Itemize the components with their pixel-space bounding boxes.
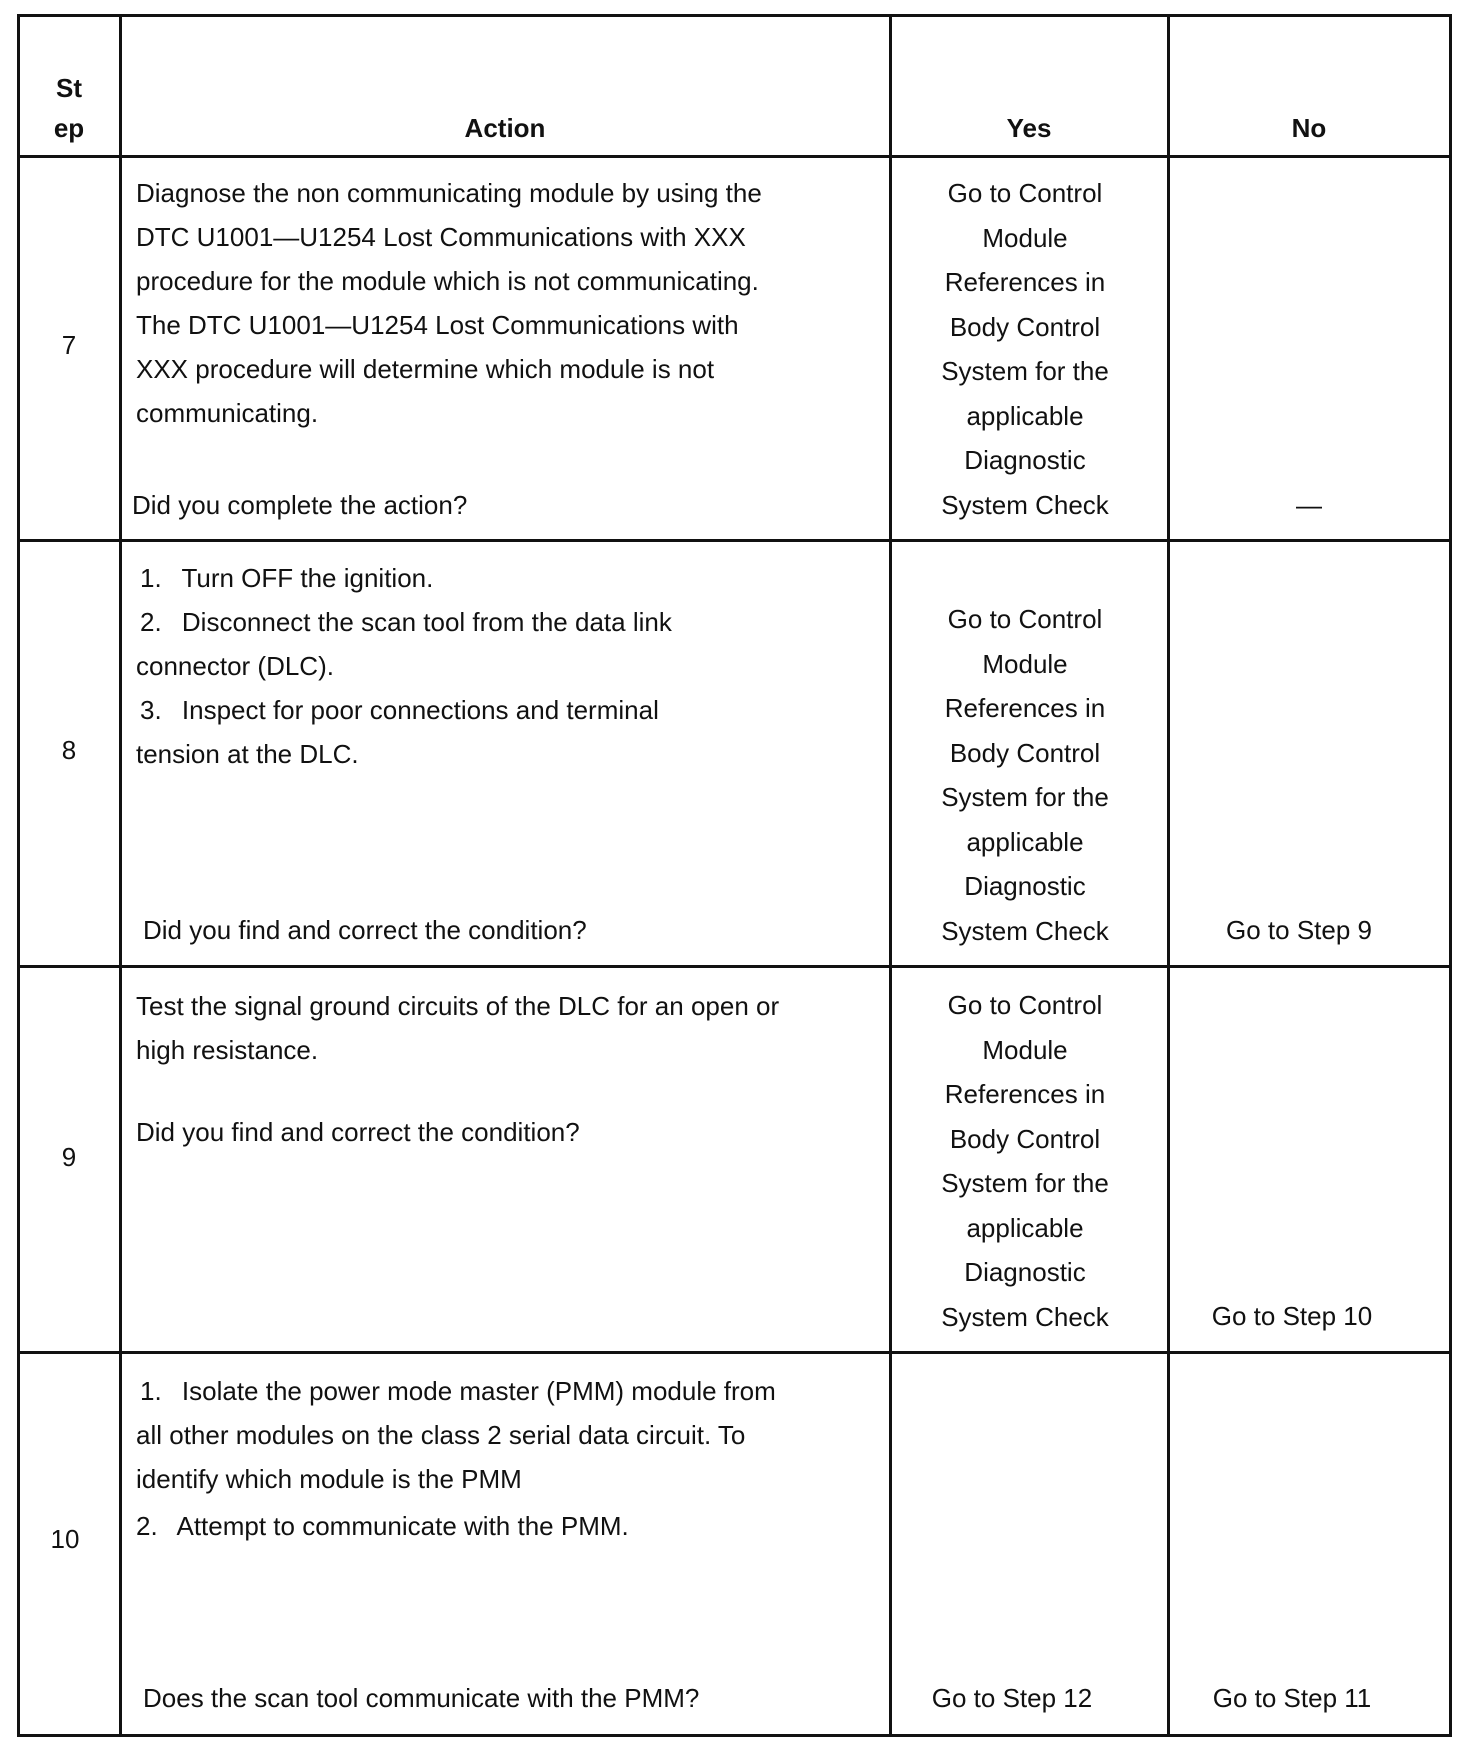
row-divider bbox=[17, 155, 1452, 158]
action-text bbox=[136, 556, 672, 776]
no-text: Go to Step 10 bbox=[1211, 1301, 1373, 1331]
action-line: connector (DLC). bbox=[136, 651, 334, 681]
yes-line: Module bbox=[982, 648, 1068, 679]
header-step bbox=[18, 68, 120, 148]
row-divider bbox=[17, 1351, 1452, 1354]
yes-line: Body Control bbox=[949, 737, 1101, 768]
yes-text bbox=[890, 171, 1160, 527]
action-line: identify which module is the PMM bbox=[136, 1464, 522, 1494]
table-border-left bbox=[17, 15, 20, 1737]
yes-line: Go to Control bbox=[947, 990, 1103, 1020]
action-line: 1. Turn OFF the ignition. bbox=[140, 563, 434, 593]
action-line: communicating. bbox=[136, 398, 319, 428]
yes-line: applicable bbox=[966, 400, 1084, 431]
action-text bbox=[136, 171, 762, 435]
no-text: Go to Step 11 bbox=[1212, 1683, 1372, 1713]
step-number: 7 bbox=[61, 330, 77, 360]
action-question: Does the scan tool communicate with the PMM? bbox=[143, 1683, 700, 1713]
yes-line: References in bbox=[944, 693, 1106, 723]
table-border-top bbox=[17, 14, 1452, 17]
action-line: 2. Disconnect the scan tool from the data link bbox=[140, 607, 672, 637]
action-question: Did you complete the action? bbox=[132, 490, 468, 520]
header-no: No bbox=[1291, 113, 1327, 143]
action-text bbox=[136, 1369, 776, 1548]
action-line: The DTC U1001—U1254 Lost Communications with bbox=[136, 310, 739, 340]
header-step-line2: ep bbox=[53, 113, 85, 143]
step-number: 10 bbox=[50, 1524, 80, 1554]
no-text: — bbox=[1296, 490, 1322, 520]
action-question: Did you find and correct the condition? bbox=[136, 1117, 580, 1147]
yes-line: System Check bbox=[941, 915, 1109, 946]
yes-line: System for the bbox=[941, 782, 1109, 812]
yes-line: Go to Control bbox=[947, 604, 1103, 634]
action-line: all other modules on the class 2 serial data circuit. To bbox=[136, 1420, 746, 1450]
yes-line: Body Control bbox=[949, 311, 1101, 342]
action-line: tension at the DLC. bbox=[136, 739, 359, 769]
table-divider-yes-no bbox=[1167, 15, 1170, 1737]
action-line: Diagnose the non communicating module by using the bbox=[136, 178, 762, 208]
yes-line: References in bbox=[944, 1079, 1106, 1109]
yes-line: Body Control bbox=[949, 1123, 1101, 1154]
action-text bbox=[136, 984, 779, 1072]
yes-line: applicable bbox=[966, 1212, 1084, 1243]
yes-line: Diagnostic bbox=[964, 445, 1086, 475]
header-step-line1: St bbox=[56, 73, 82, 103]
yes-line: applicable bbox=[966, 826, 1084, 857]
step-number: 8 bbox=[61, 735, 77, 765]
action-line: Test the signal ground circuits of the DLC for an open or bbox=[136, 991, 780, 1021]
yes-line: System Check bbox=[941, 1301, 1109, 1332]
step-number: 9 bbox=[61, 1142, 77, 1172]
yes-text bbox=[890, 983, 1160, 1339]
yes-line: System Check bbox=[941, 489, 1109, 520]
yes-line: Go to Control bbox=[947, 178, 1103, 208]
yes-line: Diagnostic bbox=[964, 871, 1086, 901]
action-line: 1. Isolate the power mode master (PMM) module from bbox=[140, 1376, 776, 1406]
action-line: DTC U1001—U1254 Lost Communications with XXX bbox=[136, 222, 746, 252]
no-text: Go to Step 9 bbox=[1226, 915, 1372, 945]
action-line: high resistance. bbox=[136, 1035, 319, 1065]
action-line: 3. Inspect for poor connections and terminal bbox=[140, 695, 659, 725]
table-divider-step-action bbox=[119, 15, 122, 1737]
yes-text bbox=[890, 597, 1160, 953]
yes-line: System for the bbox=[941, 356, 1109, 386]
yes-line: Module bbox=[982, 1034, 1068, 1065]
header-yes: Yes bbox=[1006, 113, 1052, 143]
table-border-bottom bbox=[17, 1734, 1452, 1737]
yes-text: Go to Step 12 bbox=[931, 1683, 1093, 1713]
row-divider bbox=[17, 539, 1452, 542]
action-question: Did you find and correct the condition? bbox=[143, 915, 587, 945]
row-divider bbox=[17, 965, 1452, 968]
action-line: procedure for the module which is not communicating. bbox=[136, 266, 759, 296]
header-action: Action bbox=[464, 113, 546, 143]
yes-line: References in bbox=[944, 267, 1106, 297]
yes-line: Diagnostic bbox=[964, 1257, 1086, 1287]
table-border-right bbox=[1449, 15, 1452, 1737]
action-line: XXX procedure will determine which module is not bbox=[136, 354, 715, 384]
yes-line: Module bbox=[982, 222, 1068, 253]
action-line: 2. Attempt to communicate with the PMM. bbox=[136, 1511, 629, 1541]
yes-line: System for the bbox=[941, 1168, 1109, 1198]
